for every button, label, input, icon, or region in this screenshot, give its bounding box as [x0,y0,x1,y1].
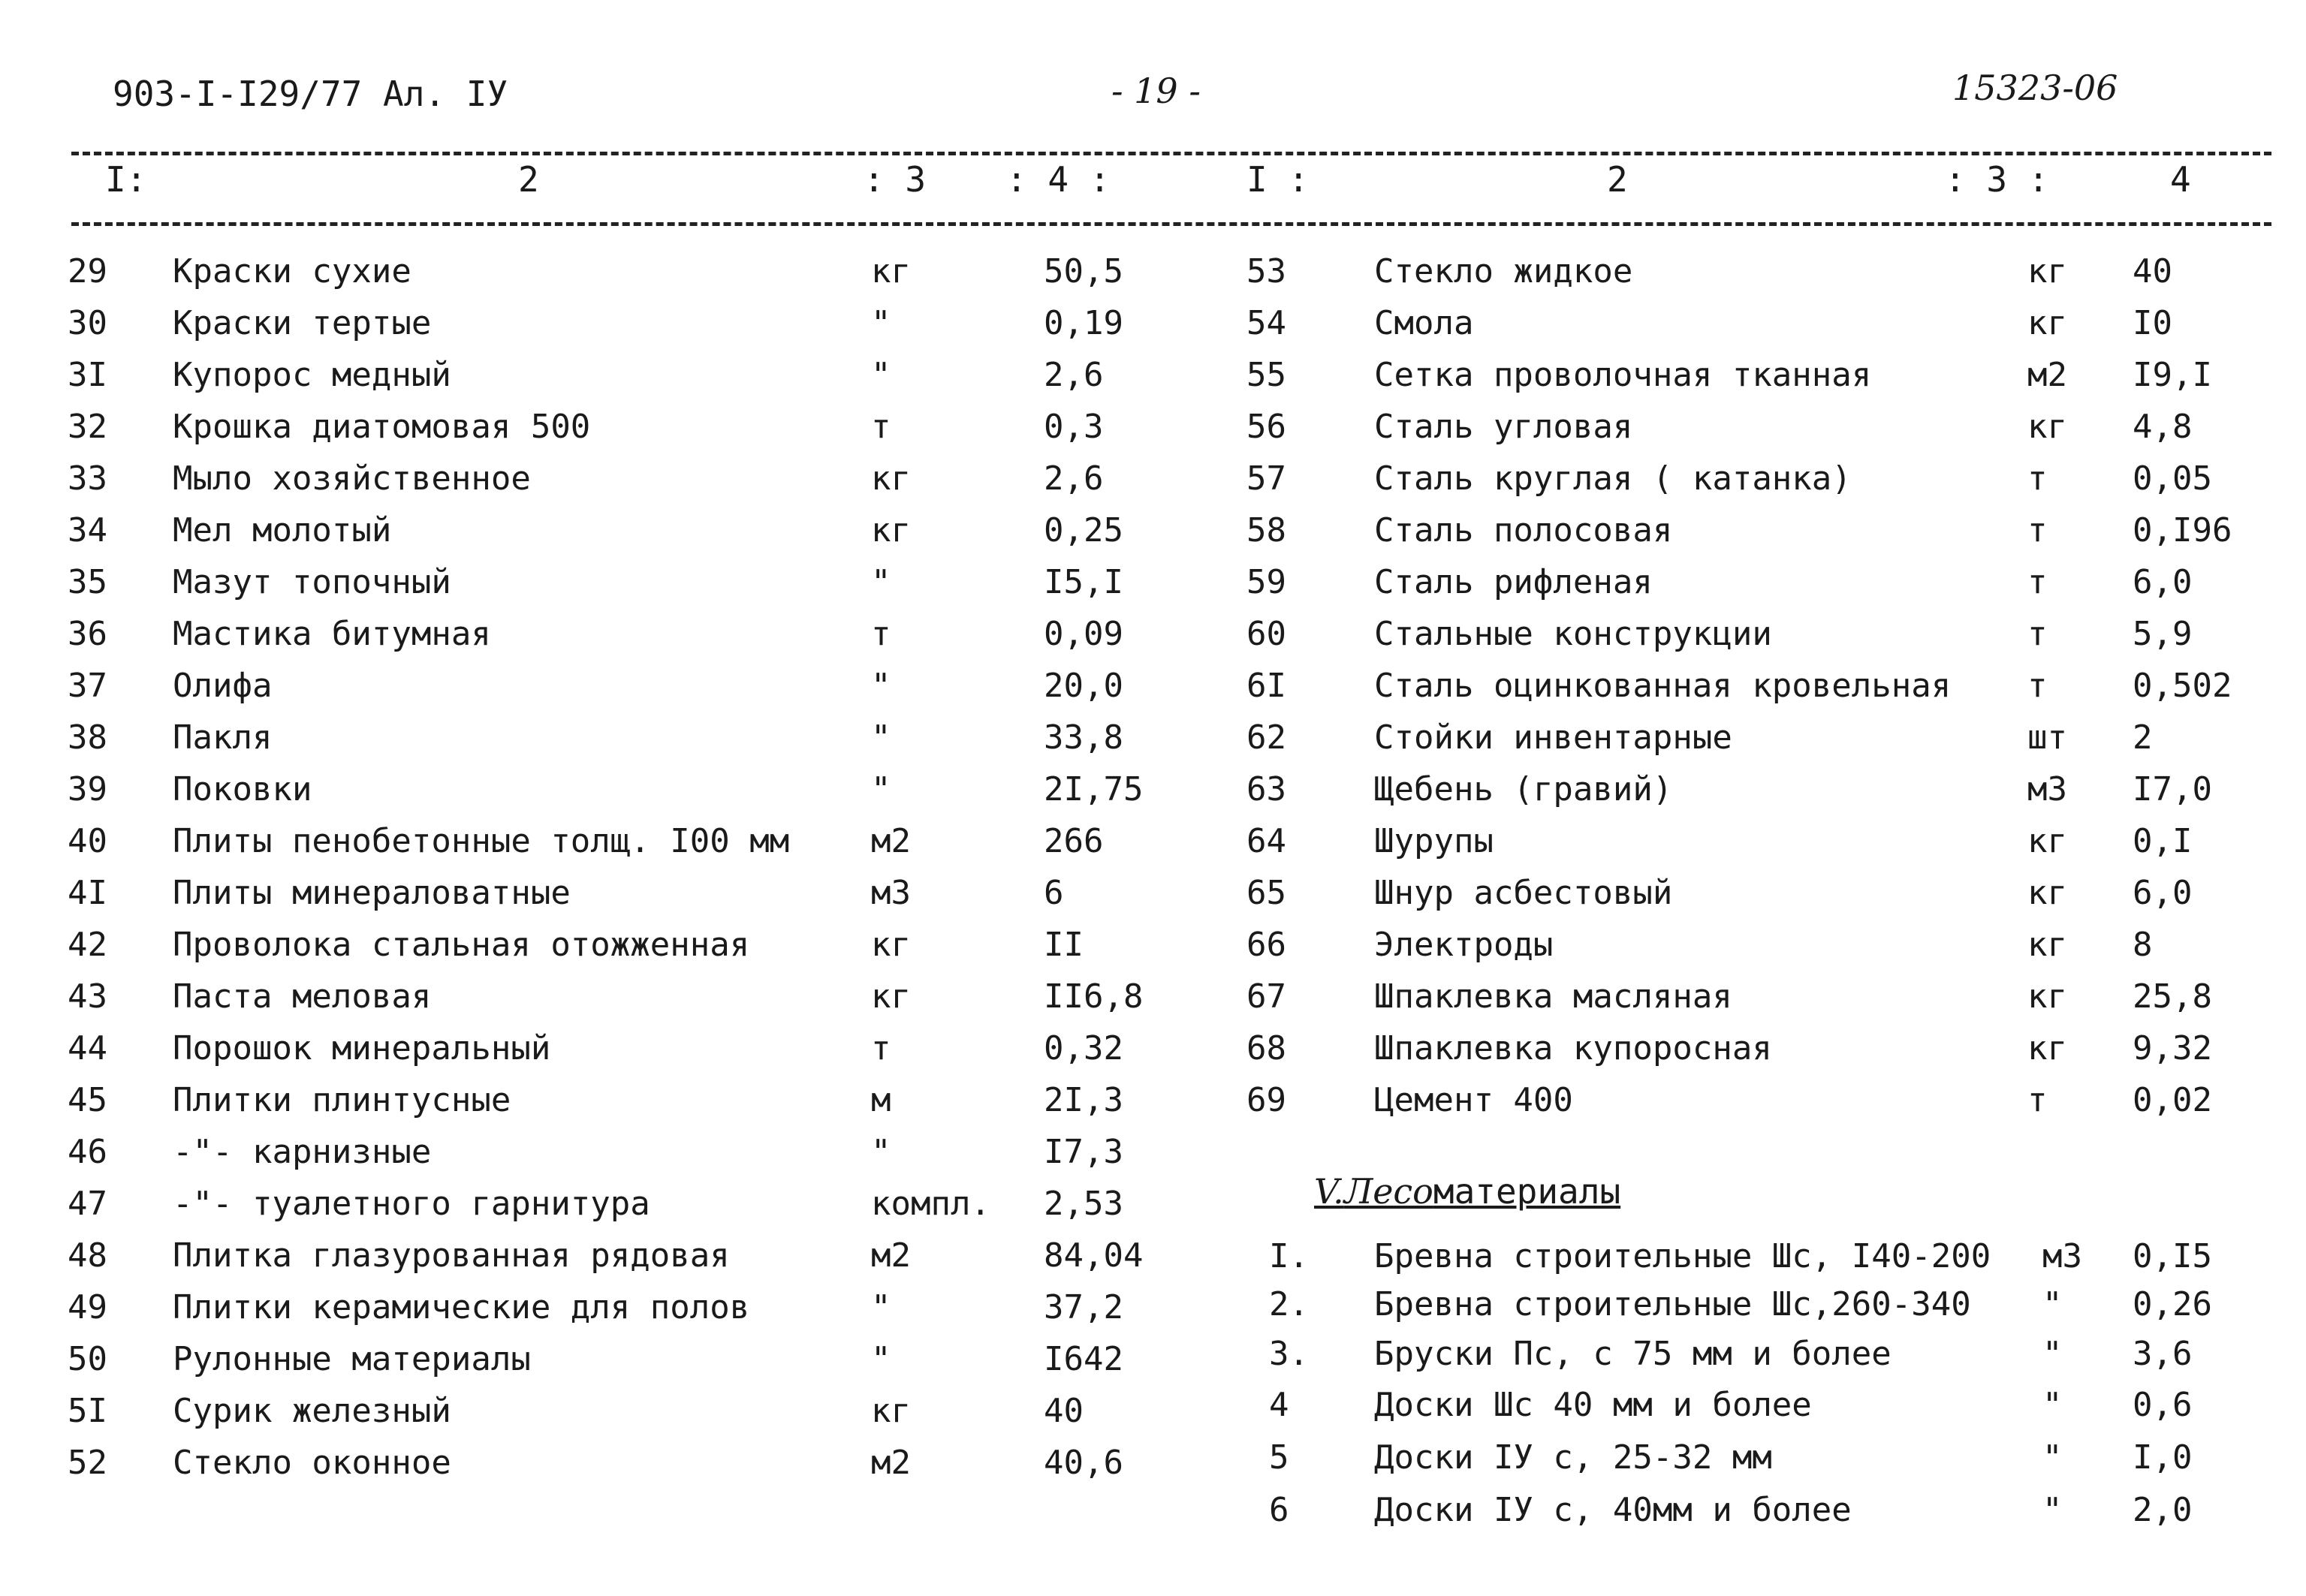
col-header-left-qty: : 4 : [1006,159,1111,200]
row-number: 3. [1269,1335,1309,1373]
quantity-cell: 0,I96 [2133,511,2232,550]
material-name: Плиты пенобетонные толщ. I00 мм [173,822,790,860]
material-name: Сталь оцинкованная кровельная [1374,667,1952,705]
unit-cell: кг [2027,252,2067,291]
unit-cell: " [871,304,891,342]
row-number: 6 [1269,1491,1289,1529]
material-name: -"- карнизные [173,1133,432,1171]
header-top-rule [71,152,2271,155]
quantity-cell: 0,32 [1044,1029,1123,1068]
col-header-right-unit: : 3 : [1945,159,2049,200]
material-name: Стойки инвентарные [1374,718,1732,757]
unit-cell: " [2042,1285,2063,1323]
unit-cell: т [871,408,891,446]
quantity-cell: 5,9 [2133,615,2193,653]
section-handwritten-prefix: Лесо [1343,1171,1433,1212]
quantity-cell: I642 [1044,1340,1123,1378]
material-name: Стекло жидкое [1374,252,1633,291]
quantity-cell: 50,5 [1044,252,1123,291]
page-number: - 19 - [1111,71,1201,111]
quantity-cell: I0 [2133,304,2172,342]
row-number: 5I [68,1392,107,1430]
quantity-cell: 2,0 [2133,1491,2193,1529]
quantity-cell: 33,8 [1044,718,1123,757]
quantity-cell: 0,6 [2133,1386,2193,1424]
material-name: Сталь рифленая [1374,563,1653,601]
quantity-cell: 6 [1044,874,1064,912]
unit-cell: " [871,1133,891,1171]
unit-cell: кг [871,459,911,498]
unit-cell: т [2027,459,2048,498]
row-number: 65 [1246,874,1286,912]
row-number: 29 [68,252,107,291]
material-name: Плиты минераловатные [173,874,571,912]
unit-cell: кг [871,511,911,550]
quantity-cell: 9,32 [2133,1029,2212,1068]
material-name: Поковки [173,770,312,809]
quantity-cell: 40 [1044,1392,1084,1430]
inventory-number: 15323-06 [1952,68,2118,108]
row-number: 68 [1246,1029,1286,1068]
unit-cell: м3 [871,874,911,912]
row-number: 67 [1246,977,1286,1016]
quantity-cell: I7,0 [2133,770,2212,809]
material-name: Плитки керамические для полов [173,1288,750,1326]
material-name: Стекло оконное [173,1444,451,1482]
quantity-cell: 0,05 [2133,459,2212,498]
quantity-cell: 25,8 [2133,977,2212,1016]
row-number: 33 [68,459,107,498]
unit-cell: кг [871,977,911,1016]
row-number: 30 [68,304,107,342]
material-name: Краски сухие [173,252,411,291]
material-name: Проволока стальная отожженная [173,926,750,964]
unit-cell: м [871,1081,891,1119]
col-header-right-qty: 4 [2170,159,2191,200]
material-name: Стальные конструкции [1374,615,1772,653]
material-name: Электроды [1374,926,1554,964]
row-number: 3I [68,356,107,394]
quantity-cell: 0,02 [2133,1081,2212,1119]
row-number: 66 [1246,926,1286,964]
row-number: 62 [1246,718,1286,757]
row-number: I. [1269,1237,1309,1275]
col-header-left-unit: : 3 [864,159,927,200]
quantity-cell: 2,6 [1044,459,1104,498]
row-number: 36 [68,615,107,653]
row-number: 58 [1246,511,1286,550]
unit-cell: м3 [2042,1237,2082,1275]
quantity-cell: I,0 [2133,1438,2193,1477]
unit-cell: т [2027,1081,2048,1119]
row-number: 56 [1246,408,1286,446]
section-typed-title: материалы [1433,1171,1621,1212]
row-number: 60 [1246,615,1286,653]
material-name: Доски IУ с, 25-32 мм [1374,1438,1772,1477]
unit-cell: " [871,718,891,757]
quantity-cell: 0,19 [1044,304,1123,342]
unit-cell: м2 [871,1236,911,1275]
quantity-cell: 3,6 [2133,1335,2193,1373]
unit-cell: " [2042,1491,2063,1529]
unit-cell: м2 [2027,356,2067,394]
quantity-cell: 2,6 [1044,356,1104,394]
row-number: 38 [68,718,107,757]
row-number: 57 [1246,459,1286,498]
unit-cell: т [2027,563,2048,601]
material-name: Мыло хозяйственное [173,459,531,498]
material-name: Шпаклевка купоросная [1374,1029,1772,1068]
row-number: 34 [68,511,107,550]
row-number: 49 [68,1288,107,1326]
material-name: Доски Шс 40 мм и более [1374,1386,1812,1424]
section-heading [1314,1171,1620,1212]
unit-cell: кг [2027,304,2067,342]
unit-cell: м2 [871,1444,911,1482]
section-roman-numeral: V. [1314,1171,1344,1212]
quantity-cell: 0,26 [2133,1285,2212,1323]
material-name: Сталь круглая ( катанка) [1374,459,1852,498]
col-header-left-name: 2 [518,159,539,200]
row-number: 32 [68,408,107,446]
row-number: 5 [1269,1438,1289,1477]
quantity-cell: II6,8 [1044,977,1144,1016]
unit-cell: " [871,1340,891,1378]
row-number: 47 [68,1185,107,1223]
unit-cell: шт [2027,718,2067,757]
document-code: 903-I-I29/77 Ал. IУ [113,74,508,114]
row-number: 4 [1269,1386,1289,1424]
unit-cell: кг [871,926,911,964]
unit-cell: т [871,615,891,653]
material-name: Паста меловая [173,977,432,1016]
unit-cell: т [871,1029,891,1068]
material-name: Сталь угловая [1374,408,1633,446]
row-number: 43 [68,977,107,1016]
material-name: Мастика битумная [173,615,491,653]
quantity-cell: I9,I [2133,356,2212,394]
quantity-cell: 0,25 [1044,511,1123,550]
quantity-cell: 40 [2133,252,2172,291]
unit-cell: " [2042,1386,2063,1424]
quantity-cell: 0,09 [1044,615,1123,653]
quantity-cell: 4,8 [2133,408,2193,446]
row-number: 59 [1246,563,1286,601]
material-name: Смола [1374,304,1474,342]
unit-cell: кг [2027,926,2067,964]
row-number: 39 [68,770,107,809]
material-name: Сталь полосовая [1374,511,1673,550]
row-number: 2. [1269,1285,1309,1323]
unit-cell: " [871,667,891,705]
quantity-cell: II [1044,926,1084,964]
material-name: Шпаклевка масляная [1374,977,1732,1016]
quantity-cell: 266 [1044,822,1104,860]
material-name: Порошок минеральный [173,1029,551,1068]
col-header-left-num: I: [105,159,147,200]
quantity-cell: 6,0 [2133,563,2193,601]
row-number: 45 [68,1081,107,1119]
row-number: 52 [68,1444,107,1482]
material-name: Щебень (гравий) [1374,770,1673,809]
material-name: Рулонные материалы [173,1340,531,1378]
quantity-cell: 2,53 [1044,1185,1123,1223]
unit-cell: м3 [2027,770,2067,809]
row-number: 55 [1246,356,1286,394]
unit-cell: кг [871,1392,911,1430]
unit-cell: " [871,563,891,601]
unit-cell: компл. [871,1185,990,1223]
row-number: 54 [1246,304,1286,342]
unit-cell: кг [2027,1029,2067,1068]
quantity-cell: 37,2 [1044,1288,1123,1326]
unit-cell: кг [871,252,911,291]
row-number: 6I [1246,667,1286,705]
material-name: Цемент 400 [1374,1081,1573,1119]
material-name: Плитка глазурованная рядовая [173,1236,730,1275]
row-number: 42 [68,926,107,964]
material-name: Бруски Пс, с 75 мм и более [1374,1335,1892,1373]
row-number: 63 [1246,770,1286,809]
quantity-cell: I7,3 [1044,1133,1123,1171]
material-name: Купорос медный [173,356,451,394]
material-name: Сетка проволочная тканная [1374,356,1872,394]
material-name: Пакля [173,718,273,757]
material-name: Плитки плинтусные [173,1081,511,1119]
col-header-right-name: 2 [1607,159,1628,200]
unit-cell: т [2027,667,2048,705]
row-number: 35 [68,563,107,601]
unit-cell: т [2027,615,2048,653]
row-number: 53 [1246,252,1286,291]
material-name: Мел молотый [173,511,392,550]
material-name: Шнур асбестовый [1374,874,1673,912]
header-bottom-rule [71,222,2271,226]
quantity-cell: 20,0 [1044,667,1123,705]
quantity-cell: 40,6 [1044,1444,1123,1482]
material-name: Бревна строительные Шс, I40-200 [1374,1237,1991,1275]
unit-cell: м2 [871,822,911,860]
material-name: Мазут топочный [173,563,451,601]
material-name: Шурупы [1374,822,1494,860]
material-name: Олифа [173,667,273,705]
unit-cell: " [2042,1335,2063,1373]
material-name: -"- туалетного гарнитура [173,1185,650,1223]
quantity-cell: 8 [2133,926,2153,964]
row-number: 69 [1246,1081,1286,1119]
unit-cell: кг [2027,874,2067,912]
quantity-cell: 0,I [2133,822,2193,860]
material-name: Краски тертые [173,304,432,342]
unit-cell: " [2042,1438,2063,1477]
unit-cell: кг [2027,822,2067,860]
unit-cell: т [2027,511,2048,550]
unit-cell: " [871,356,891,394]
unit-cell: " [871,770,891,809]
quantity-cell: 0,502 [2133,667,2232,705]
row-number: 44 [68,1029,107,1068]
row-number: 64 [1246,822,1286,860]
row-number: 48 [68,1236,107,1275]
row-number: 46 [68,1133,107,1171]
material-name: Доски IУ с, 40мм и более [1374,1491,1852,1529]
material-name: Бревна строительные Шс,260-340 [1374,1285,1971,1323]
unit-cell: " [871,1288,891,1326]
quantity-cell: 6,0 [2133,874,2193,912]
material-name: Сурик железный [173,1392,451,1430]
row-number: 40 [68,822,107,860]
quantity-cell: 2 [2133,718,2153,757]
unit-cell: кг [2027,408,2067,446]
quantity-cell: 0,3 [1044,408,1104,446]
col-header-right-num: I : [1246,159,1310,200]
quantity-cell: 0,I5 [2133,1237,2212,1275]
quantity-cell: 84,04 [1044,1236,1144,1275]
quantity-cell: 2I,3 [1044,1081,1123,1119]
row-number: 4I [68,874,107,912]
unit-cell: кг [2027,977,2067,1016]
row-number: 50 [68,1340,107,1378]
material-name: Крошка диатомовая 500 [173,408,591,446]
row-number: 37 [68,667,107,705]
quantity-cell: 2I,75 [1044,770,1144,809]
quantity-cell: I5,I [1044,563,1123,601]
